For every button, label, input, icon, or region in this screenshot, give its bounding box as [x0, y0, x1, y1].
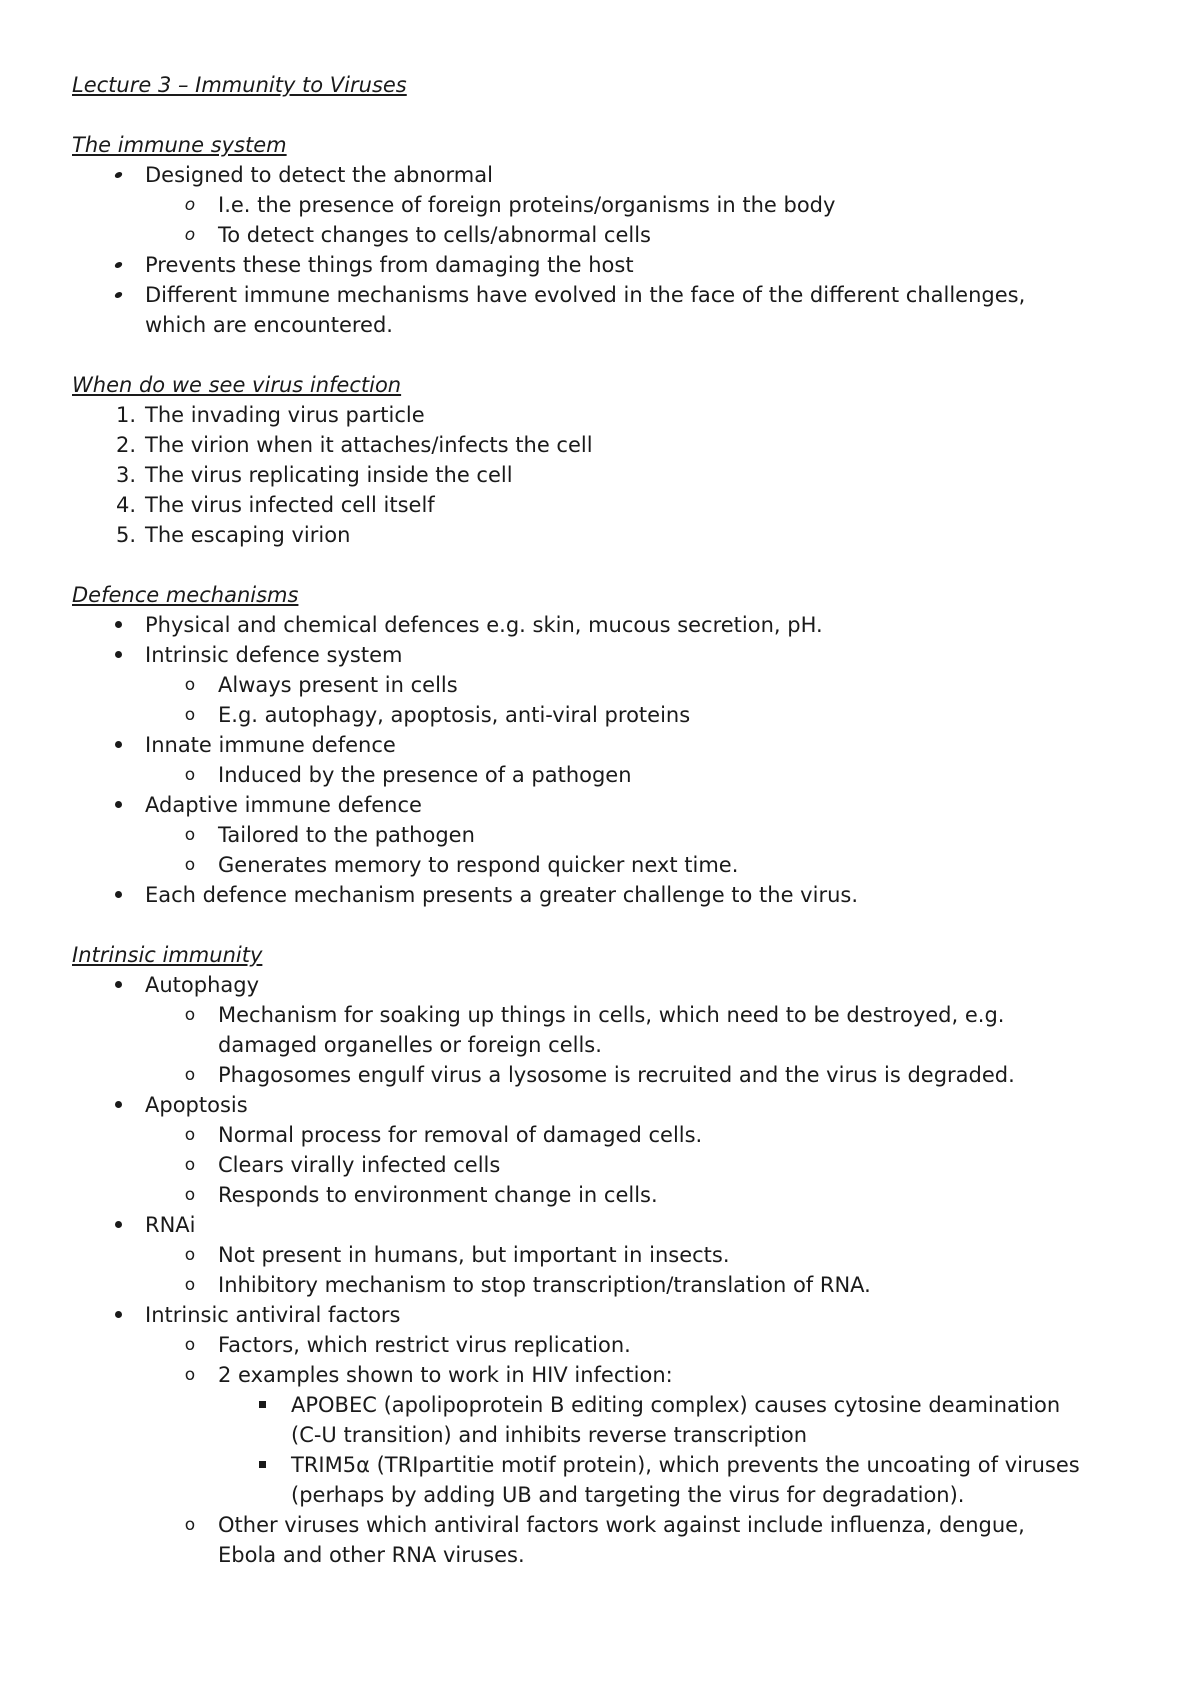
list-subitem: o Other viruses which antiviral factors work against include influenza, dengue, — [72, 1510, 1132, 1540]
list-subitem: o Inhibitory mechanism to stop transcription/translation of RNA. — [72, 1270, 1132, 1300]
sub-bullet-icon: o — [184, 675, 196, 695]
list-subitem: o 2 examples shown to work in HIV infection: — [72, 1360, 1132, 1390]
bullet-icon — [108, 250, 128, 280]
page-title: Lecture 3 – Immunity to Viruses — [72, 73, 407, 97]
list-item: Different immune mechanisms have evolved in the face of the different challenges, — [72, 280, 1132, 310]
list-item: Intrinsic defence system — [72, 640, 1132, 670]
item-number: 4. — [115, 493, 136, 517]
bullet-icon — [108, 1300, 128, 1330]
list-subsubitem-continuation: (perhaps by adding UB and targeting the virus for degradation). — [291, 1483, 965, 1507]
bullet-icon — [108, 160, 128, 190]
list-subitem: o Always present in cells — [72, 670, 1132, 700]
list-item: Apoptosis — [72, 1090, 1132, 1120]
sub-bullet-icon: o — [184, 765, 196, 785]
list-item: Each defence mechanism presents a greater challenge to the virus. — [72, 880, 1132, 910]
list-subitem-continuation: damaged organelles or foreign cells. — [218, 1033, 602, 1057]
sub-bullet-icon: o — [184, 1155, 196, 1175]
numbered-item: 3. The virus replicating inside the cell — [72, 460, 1132, 490]
list-subitem: o I.e. the presence of foreign proteins/organisms in the body — [72, 190, 1132, 220]
sub-bullet-icon: o — [184, 1065, 196, 1085]
sub-bullet-icon: o — [184, 1245, 196, 1265]
sub-bullet-icon: o — [184, 225, 196, 245]
numbered-item: 2. The virion when it attaches/infects the cell — [72, 430, 1132, 460]
item-number: 1. — [115, 403, 136, 427]
bullet-icon — [108, 730, 128, 760]
section-heading: Intrinsic immunity — [72, 943, 263, 967]
list-subitem: o Factors, which restrict virus replication. — [72, 1330, 1132, 1360]
list-subitem: o Induced by the presence of a pathogen — [72, 760, 1132, 790]
list-subitem: o To detect changes to cells/abnormal cells — [72, 220, 1132, 250]
list-subitem: o Responds to environment change in cells. — [72, 1180, 1132, 1210]
list-item: RNAi — [72, 1210, 1132, 1240]
document-page — [72, 70, 1132, 1570]
list-item: Intrinsic antiviral factors — [72, 1300, 1132, 1330]
list-subitem: o Generates memory to respond quicker next time. — [72, 850, 1132, 880]
list-item: Designed to detect the abnormal — [72, 160, 1132, 190]
list-subitem: o Mechanism for soaking up things in cells, which need to be destroyed, e.g. — [72, 1000, 1132, 1030]
bullet-icon — [108, 640, 128, 670]
list-item: Physical and chemical defences e.g. skin, mucous secretion, pH. — [72, 610, 1132, 640]
sub-bullet-icon: o — [184, 705, 196, 725]
numbered-item: 4. The virus infected cell itself — [72, 490, 1132, 520]
list-subitem: o Clears virally infected cells — [72, 1150, 1132, 1180]
list-subsubitem: APOBEC (apolipoprotein B editing complex) causes cytosine deamination — [72, 1390, 1132, 1420]
list-item: Prevents these things from damaging the host — [72, 250, 1132, 280]
bullet-icon — [108, 1210, 128, 1240]
list-item: Adaptive immune defence — [72, 790, 1132, 820]
sub-bullet-icon: o — [184, 1515, 196, 1535]
bullet-icon — [108, 1090, 128, 1120]
sub-bullet-icon: o — [184, 1005, 196, 1025]
numbered-item: 5. The escaping virion — [72, 520, 1132, 550]
list-subitem: o Tailored to the pathogen — [72, 820, 1132, 850]
list-item: Autophagy — [72, 970, 1132, 1000]
section-heading: Defence mechanisms — [72, 583, 299, 607]
list-subitem: o Not present in humans, but important in insects. — [72, 1240, 1132, 1270]
list-item-continuation: which are encountered. — [145, 313, 393, 337]
list-subitem: o E.g. autophagy, apoptosis, anti-viral proteins — [72, 700, 1132, 730]
sub-bullet-icon: o — [184, 195, 196, 215]
bullet-icon — [108, 880, 128, 910]
list-item: Innate immune defence — [72, 730, 1132, 760]
item-number: 5. — [115, 523, 136, 547]
bullet-icon — [108, 280, 128, 310]
section-heading: When do we see virus infection — [72, 373, 402, 397]
sub-bullet-icon: o — [184, 1125, 196, 1145]
sub-bullet-icon: o — [184, 855, 196, 875]
section-heading: The immune system — [72, 133, 287, 157]
list-subitem: o Normal process for removal of damaged cells. — [72, 1120, 1132, 1150]
list-subitem-continuation: Ebola and other RNA viruses. — [218, 1543, 525, 1567]
sub-bullet-icon: o — [184, 1365, 196, 1385]
sub-bullet-icon: o — [184, 1275, 196, 1295]
sub-bullet-icon: o — [184, 825, 196, 845]
numbered-item: 1. The invading virus particle — [72, 400, 1132, 430]
bullet-icon — [108, 970, 128, 1000]
square-bullet-icon — [252, 1450, 272, 1480]
bullet-icon — [108, 610, 128, 640]
bullet-icon — [108, 790, 128, 820]
sub-bullet-icon: o — [184, 1185, 196, 1205]
list-subsubitem-continuation: (C-U transition) and inhibits reverse transcription — [291, 1423, 808, 1447]
list-subsubitem: TRIM5α (TRIpartitie motif protein), which prevents the uncoating of viruses — [72, 1450, 1132, 1480]
sub-bullet-icon: o — [184, 1335, 196, 1355]
item-number: 2. — [115, 433, 136, 457]
list-subitem: o Phagosomes engulf virus a lysosome is recruited and the virus is degraded. — [72, 1060, 1132, 1090]
square-bullet-icon — [252, 1390, 272, 1420]
item-number: 3. — [115, 463, 136, 487]
